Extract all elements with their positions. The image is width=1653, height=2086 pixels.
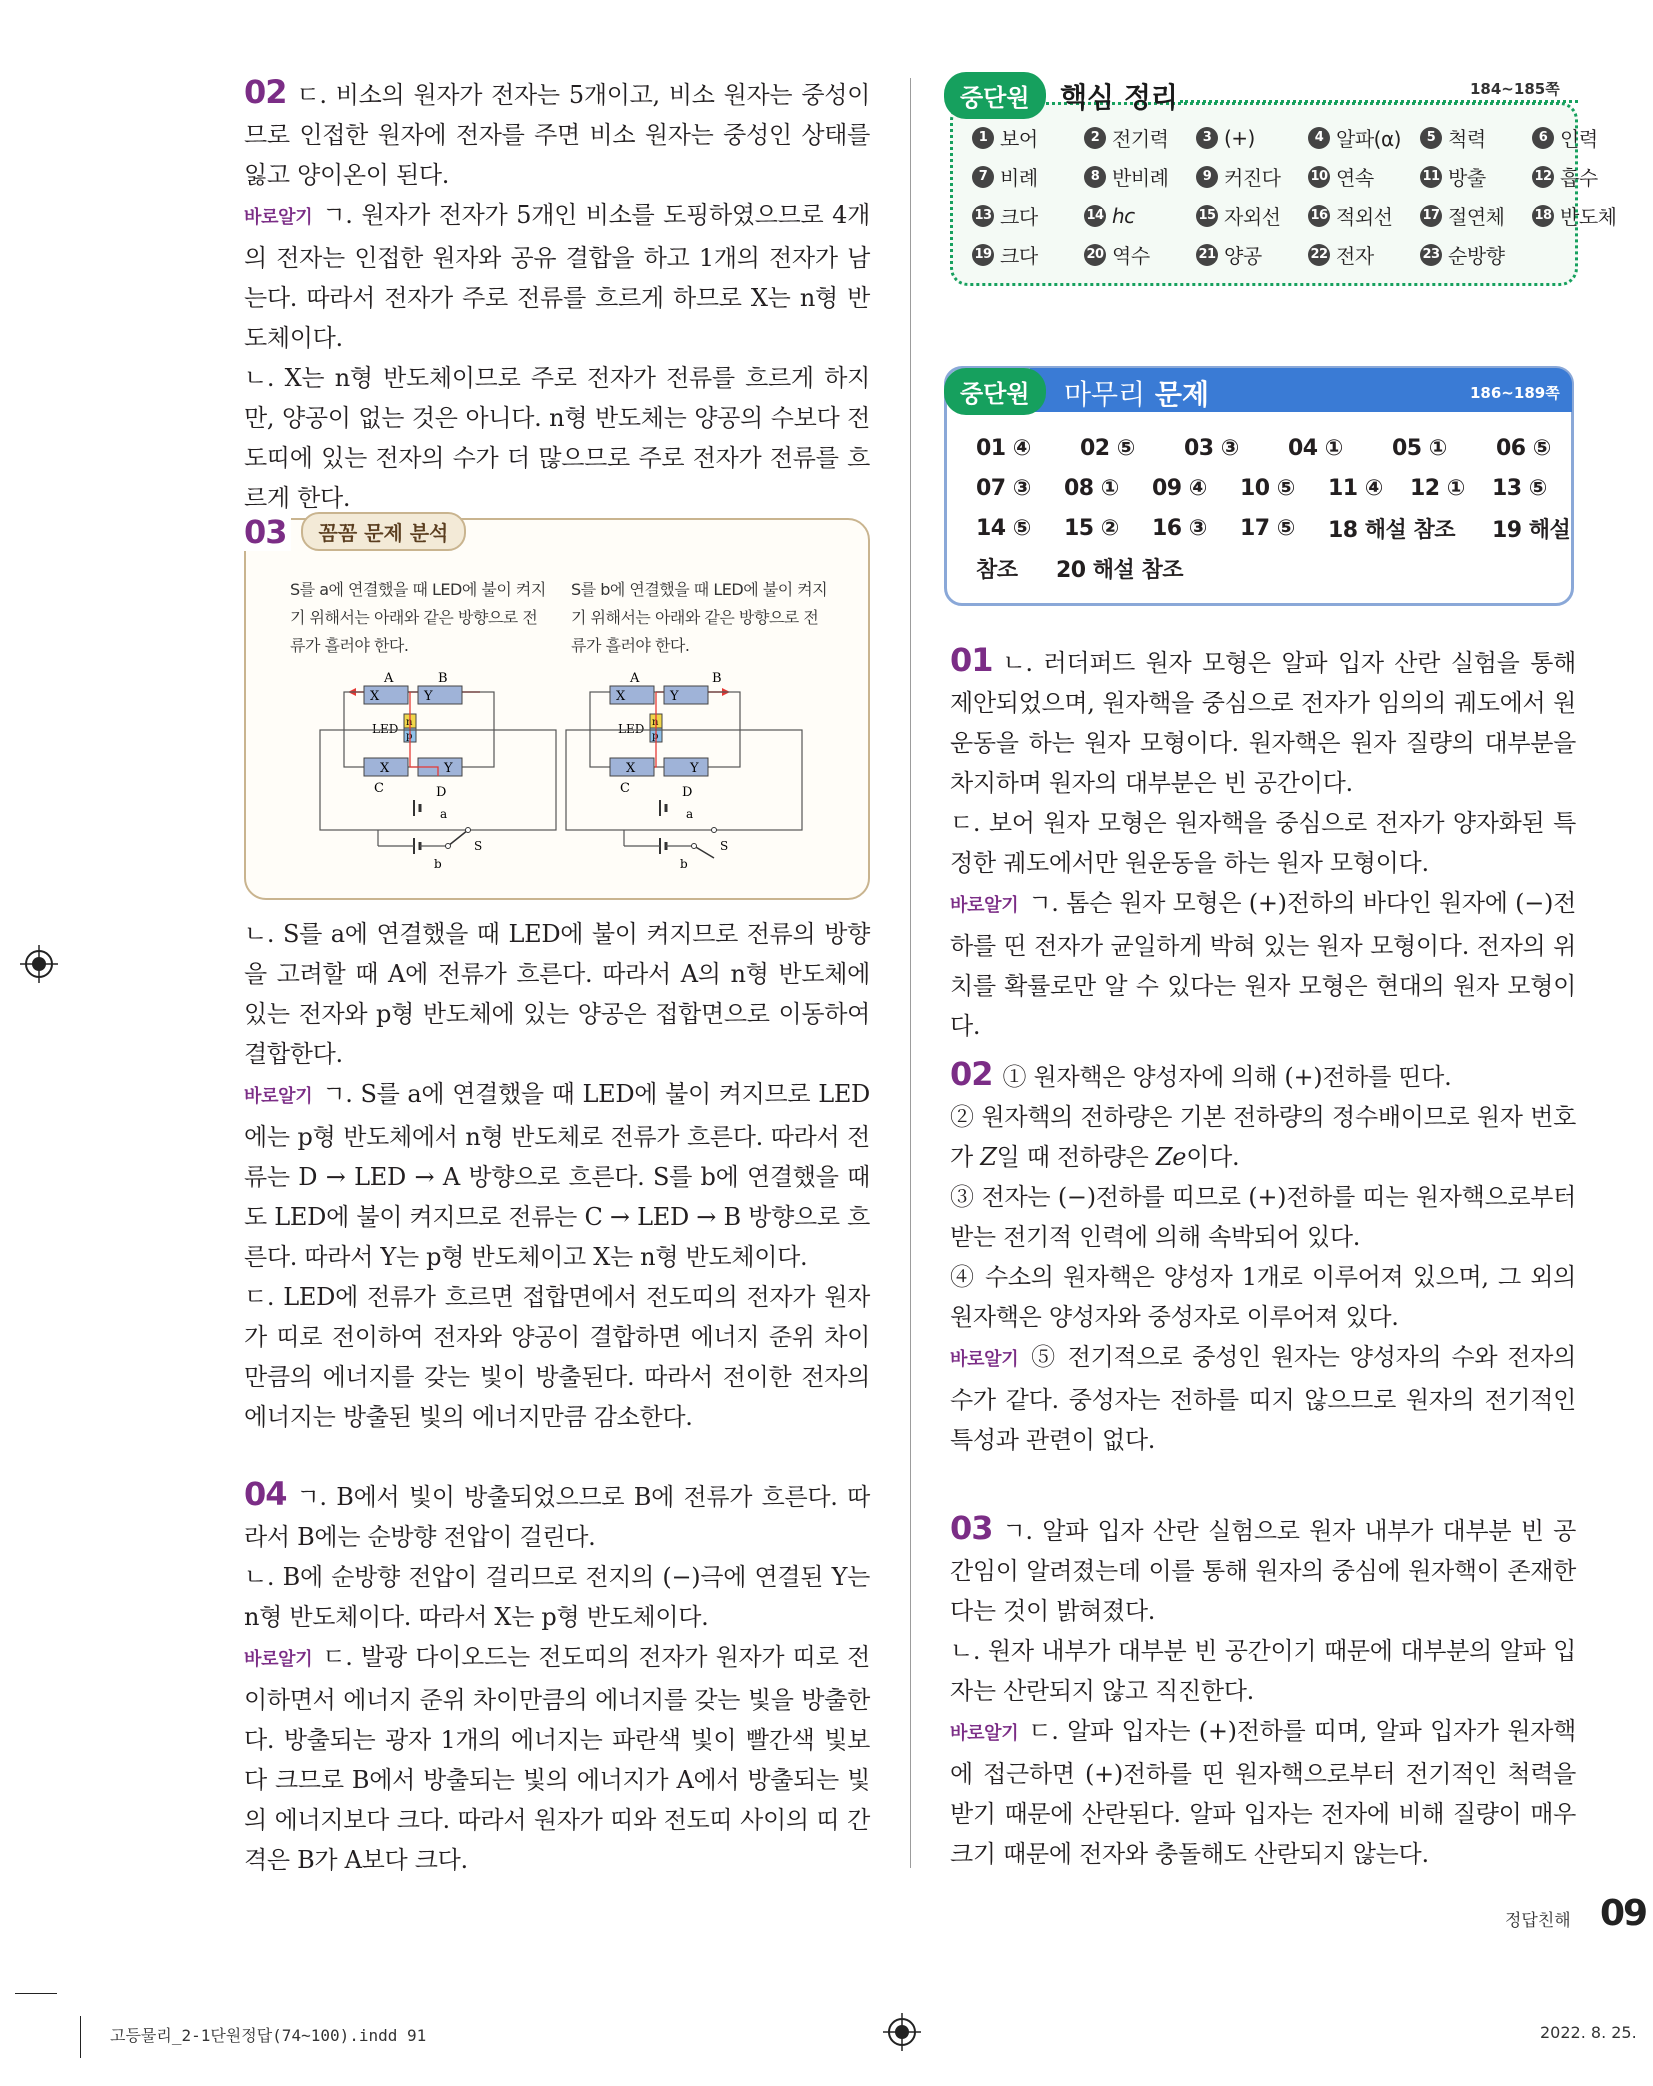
answers-row <box>976 428 1600 468</box>
item-text: hc <box>1112 203 1135 228</box>
svg-text:b: b <box>434 857 442 870</box>
item-text: 자외선 <box>1224 205 1281 229</box>
note-switch-a: S를 a에 연결했을 때 LED에 불이 켜지기 위해서는 아래와 같은 방향으로 전류가 흘러야 한다. <box>290 580 546 655</box>
baro-label: 바로알기 <box>244 1649 313 1670</box>
item-number-badge: 18 <box>1532 205 1554 227</box>
answers-row <box>976 548 1600 588</box>
answers-row <box>976 468 1600 508</box>
summary-pages: 184~185쪽 <box>1470 80 1560 98</box>
summary-item <box>972 240 1084 269</box>
answer-item: 13 ⑤ <box>1492 475 1547 501</box>
item-text: 크다 <box>1000 205 1038 229</box>
baro-label: 바로알기 <box>244 1086 313 1107</box>
summary-item <box>1308 240 1420 269</box>
summary-item <box>1196 126 1308 150</box>
summary-row <box>972 196 1644 235</box>
summary-item <box>972 162 1084 191</box>
baro-label: 바로알기 <box>244 207 313 228</box>
answer-item: 10 ⑤ <box>1240 475 1295 501</box>
svg-text:n: n <box>406 717 413 728</box>
page-label: 정답친해 <box>1505 1911 1571 1931</box>
answers-title: 마무리 문제 <box>1064 378 1210 411</box>
svg-text:C: C <box>374 781 384 796</box>
crop-mark-h <box>15 1993 57 1994</box>
summary-row <box>972 235 1644 274</box>
svg-text:a: a <box>686 807 694 821</box>
summary-item <box>1532 162 1644 191</box>
footer-date: 2022. 8. 25. <box>1540 2023 1637 2042</box>
summary-item <box>1308 201 1420 230</box>
item-number-badge: 9 <box>1196 166 1218 188</box>
answers-pages: 186~189쪽 <box>1470 384 1560 402</box>
item-text: 비례 <box>1000 166 1038 190</box>
circuit-diagram-b <box>564 670 804 870</box>
svg-text:Y: Y <box>670 689 679 704</box>
summary-grid <box>972 118 1644 274</box>
item-number-badge: 17 <box>1420 205 1442 227</box>
answer-item: 20 해설 참조 <box>1056 557 1183 583</box>
question-number: 02 <box>244 73 287 111</box>
item-number-badge: 15 <box>1196 205 1218 227</box>
item-text: 적외선 <box>1336 205 1393 229</box>
item-number-badge: 21 <box>1196 244 1218 266</box>
summary-row <box>972 118 1644 157</box>
page-number: 09 <box>1600 1893 1647 1934</box>
svg-text:p: p <box>652 731 659 742</box>
answer-item: 01 ④ <box>976 435 1031 461</box>
answer-item: 17 ⑤ <box>1240 515 1295 541</box>
answer-01-right: 01 ㄴ. 러더퍼드 원자 모형은 알파 입자 산란 실험을 통해 제안되었으며, 원자핵을 중심으로 전자가 임의의 궤도에서 원운동을 하는 원자 모형이다. 원자핵은 원자 질량의 대부분을 차지하며 원자의 대부분은 빈 공간이다. ㄷ. 보어 원자 모형은 원자핵을 중심으로 전자가 양자화된 특정한 궤도에서만 원운동을 하는 원자 모형이다. 바로알기 ㄱ. 톰슨 원자 모형은 (+)전하의 바다인 원자에 (−)전하를 띤 전자가 균일하게 박혀 있는 원자 모형이다. 전자의 위치를 확률로만 알 수 있다는 원자 모형은 현대의 원자 모형이다. <box>950 641 1576 1040</box>
answer-item: 09 ④ <box>1152 475 1207 501</box>
item-number-badge: 12 <box>1532 166 1554 188</box>
answer-03-left: ㄴ. S를 a에 연결했을 때 LED에 불이 켜지므로 전류의 방향을 고려할 때 A에 전류가 흐른다. 따라서 A의 n형 반도체에 있는 전자와 p형 반도체에 있는 양공은 접합면으로 이동하여 결합한다. 바로알기 ㄱ. S를 a에 연결했을 때 LED에 불이 켜지므로 LED에는 p형 반도체에서 n형 반도체로 전류가 흐른다. 따라서 전류는 D → LED → A 방향으로 흐른다. S를 b에 연결했을 때도 LED에 불이 켜지므로 전류는 C → LED → B 방향으로 흐른다. 따라서 Y는 p형 반도체이고 X는 n형 반도체이다. ㄷ. LED에 전류가 흐르면 접합면에서 전도띠의 전자가 원자가 띠로 전이하여 전자와 양공이 결합하면 에너지 준위 차이만큼의 에너지를 갖는 빛이 방출된다. 따라서 전이한 전자의 에너지는 방출된 빛의 에너지만큼 감소한다. <box>244 920 870 1431</box>
baro-label: 바로알기 <box>950 1723 1019 1744</box>
svg-text:n: n <box>652 717 659 728</box>
svg-text:LED: LED <box>618 722 645 736</box>
item-text: 연속 <box>1336 166 1374 190</box>
column-divider <box>910 78 911 1868</box>
svg-text:C: C <box>620 781 630 796</box>
summary-item <box>1084 204 1196 228</box>
summary-item <box>1196 201 1308 230</box>
item-text: 절연체 <box>1448 205 1505 229</box>
svg-text:D: D <box>682 785 693 800</box>
answer-item: 04 ① <box>1288 435 1343 461</box>
crop-mark-v <box>80 2016 81 2058</box>
summary-item <box>1196 162 1308 191</box>
summary-item <box>1084 123 1196 152</box>
analysis-tag: 꼼꼼 문제 분석 <box>301 512 467 551</box>
item-number-badge: 1 <box>972 127 994 149</box>
answer-02-left: 02 ㄷ. 비소의 원자가 전자는 5개이고, 비소 원자는 중성이므로 인접한 원자에 전자를 주면 비소 원자는 중성인 상태를 잃고 양이온이 된다. 바로알기 ㄱ. 원자가 전자가 5개인 비소를 도핑하였으므로 4개의 전자는 인접한 원자와 공유 결합을 하고 1개의 전자가 남는다. 따라서 전자가 주로 전류를 흐르게 하므로 X는 n형 반도체이다. ㄴ. X는 n형 반도체이므로 주로 전자가 전류를 흐르게 하지만, 양공이 없는 것은 아니다. n형 반도체는 양공의 수보다 전도띠에 있는 전자의 수가 더 많으므로 주로 전자가 전류를 흐르게 한다. <box>244 73 870 512</box>
label-A: A <box>384 671 394 686</box>
svg-text:b: b <box>680 857 688 870</box>
item-text: 보어 <box>1000 127 1038 151</box>
item-number-badge: 4 <box>1308 127 1330 149</box>
answers-grid <box>976 428 1600 588</box>
item-number-badge: 7 <box>972 166 994 188</box>
item-number-badge: 14 <box>1084 205 1106 227</box>
item-number-badge: 8 <box>1084 166 1106 188</box>
answer-item: 14 ⑤ <box>976 515 1031 541</box>
summary-item <box>1196 240 1308 269</box>
answer-item: 11 ④ <box>1328 475 1383 501</box>
registration-mark-left <box>20 945 58 983</box>
item-text: 반도체 <box>1560 205 1617 229</box>
summary-item <box>972 201 1084 230</box>
svg-text:X: X <box>626 761 636 776</box>
answer-item: 15 ② <box>1064 515 1119 541</box>
summary-item <box>1084 162 1196 191</box>
svg-text:p: p <box>406 731 413 742</box>
item-number-badge: 16 <box>1308 205 1330 227</box>
answer-item: 16 ③ <box>1152 515 1207 541</box>
item-number-badge: 3 <box>1196 127 1218 149</box>
item-number-badge: 6 <box>1532 127 1554 149</box>
item-number-badge: 11 <box>1420 166 1442 188</box>
summary-item <box>1420 240 1532 269</box>
item-number-badge: 13 <box>972 205 994 227</box>
item-number-badge: 19 <box>972 244 994 266</box>
summary-row <box>972 157 1644 196</box>
answers-pill: 중단원 <box>944 368 1046 415</box>
analysis-box <box>244 512 870 900</box>
circuit-diagram-a <box>318 670 558 870</box>
summary-item <box>972 123 1084 152</box>
label-Y: Y <box>424 689 433 704</box>
answer-02-right: 02 ① 원자핵은 양성자에 의해 (+)전하를 띤다. ② 원자핵의 전하량은 기본 전하량의 정수배이므로 원자 번호가 Z일 때 전하량은 Ze이다. ③ 전자는 (−)전하를 띠므로 (+)전하를 띠는 원자핵으로부터 받는 전기적 인력에 의해 속박되어 있다. ④ 수소의 원자핵은 양성자 1개로 이루어져 있으며, 그 외의 원자핵은 양성자와 중성자로 이루어져 있다. 바로알기 ⑤ 전기적으로 중성인 원자는 양성자의 수와 전자의 수가 같다. 중성자는 전하를 띠지 않으므로 원자의 전기적인 특성과 관련이 없다. <box>950 1055 1576 1454</box>
baro-label: 바로알기 <box>950 895 1019 916</box>
item-number-badge: 10 <box>1308 166 1330 188</box>
svg-text:Y: Y <box>444 761 453 776</box>
answer-item: 12 ① <box>1410 475 1465 501</box>
svg-text:D: D <box>436 785 447 800</box>
item-text: 전자 <box>1336 244 1374 268</box>
item-number-badge: 23 <box>1420 244 1442 266</box>
item-text: 흡수 <box>1560 166 1598 190</box>
registration-mark-bottom <box>883 2013 921 2051</box>
left-column <box>244 72 870 518</box>
question-number: 02 <box>950 1055 993 1093</box>
item-text: 크다 <box>1000 244 1038 268</box>
answer-item: 19 해설 <box>1492 517 1571 543</box>
answer-item: 03 ③ <box>1184 435 1239 461</box>
summary-item <box>1532 201 1644 230</box>
answer-item: 06 ⑤ <box>1496 435 1551 461</box>
svg-text:S: S <box>720 839 729 853</box>
item-text: 순방향 <box>1448 244 1505 268</box>
svg-text:S: S <box>474 839 483 853</box>
svg-text:Y: Y <box>690 761 699 776</box>
question-number: 01 <box>950 641 993 679</box>
item-number-badge: 5 <box>1420 127 1442 149</box>
summary-item <box>1308 162 1420 191</box>
summary-pill: 중단원 <box>944 72 1046 119</box>
item-text: (+) <box>1224 125 1255 150</box>
summary-title: 핵심 정리 <box>1060 81 1178 114</box>
summary-item <box>1084 240 1196 269</box>
svg-text:X: X <box>616 689 626 704</box>
summary-item <box>1420 123 1532 152</box>
summary-dotted-line <box>1180 100 1578 103</box>
answer-item: 05 ① <box>1392 435 1447 461</box>
item-text: 양공 <box>1224 244 1262 268</box>
svg-text:B: B <box>712 671 722 686</box>
answers-row <box>976 508 1600 548</box>
item-text: 방출 <box>1448 166 1486 190</box>
svg-text:LED: LED <box>372 722 399 736</box>
answer-item: 02 ⑤ <box>1080 435 1135 461</box>
item-number-badge: 20 <box>1084 244 1106 266</box>
baro-label: 바로알기 <box>950 1349 1019 1370</box>
summary-item <box>1308 123 1420 152</box>
svg-text:X: X <box>380 761 390 776</box>
item-text: 인력 <box>1560 127 1598 151</box>
note-switch-b: S를 b에 연결했을 때 LED에 불이 켜지기 위해서는 아래와 같은 방향으로 전류가 흘러야 한다. <box>571 580 828 655</box>
item-number-badge: 22 <box>1308 244 1330 266</box>
analysis-header <box>246 512 466 551</box>
question-number: 03 <box>950 1509 993 1547</box>
item-text: 척력 <box>1448 127 1486 151</box>
answer-item: 참조 <box>976 557 1018 583</box>
label-B: B <box>438 671 448 686</box>
answer-03-right: 03 ㄱ. 알파 입자 산란 실험으로 원자 내부가 대부분 빈 공간임이 알려졌는데 이를 통해 원자의 중심에 원자핵이 존재한다는 것이 밝혀졌다. ㄴ. 원자 내부가 대부분 빈 공간이기 때문에 대부분의 알파 입자는 산란되지 않고 직진한다. 바로알기 ㄷ. 알파 입자는 (+)전하를 띠며, 알파 입자가 원자핵에 접근하면 (+)전하를 띤 원자핵으로부터 전기적인 척력을 받기 때문에 산란된다. 알파 입자는 전자에 비해 질량이 매우 크기 때문에 전자와 충돌해도 산란되지 않는다. <box>950 1509 1576 1868</box>
answer-item: 18 해설 참조 <box>1328 517 1455 543</box>
question-number: 03 <box>244 513 291 551</box>
item-text: 역수 <box>1112 244 1150 268</box>
footer-file: 고등물리_2-1단원정답(74~100).indd 91 <box>110 2026 427 2045</box>
answer-04-left: 04 ㄱ. B에서 빛이 방출되었으므로 B에 전류가 흐른다. 따라서 B에는 순방향 전압이 걸린다. ㄴ. B에 순방향 전압이 걸리므로 전지의 (−)극에 연결된 Y는 n형 반도체이다. 따라서 X는 p형 반도체이다. 바로알기 ㄷ. 발광 다이오드는 전도띠의 전자가 원자가 띠로 전이하면서 에너지 준위 차이만큼의 에너지를 갖는 빛을 방출한다. 방출되는 광자 1개의 에너지는 파란색 빛이 빨간색 빛보다 크므로 B에서 방출되는 빛의 에너지가 A에서 방출되는 빛의 에너지보다 크다. 따라서 원자가 띠와 전도띠 사이의 띠 간격은 B가 A보다 크다. <box>244 1475 870 1874</box>
summary-item <box>1532 123 1644 152</box>
label-X: X <box>370 689 380 704</box>
summary-item <box>1420 162 1532 191</box>
answer-item: 07 ③ <box>976 475 1031 501</box>
item-number-badge: 2 <box>1084 127 1106 149</box>
item-text: 전기력 <box>1112 127 1169 151</box>
answer-item: 08 ① <box>1064 475 1119 501</box>
question-number: 04 <box>244 1475 287 1513</box>
item-text: 커진다 <box>1224 166 1281 190</box>
summary-item <box>1420 201 1532 230</box>
item-text: 알파(α) <box>1336 127 1401 151</box>
svg-text:a: a <box>440 807 448 821</box>
svg-text:A: A <box>630 671 640 686</box>
item-text: 반비례 <box>1112 166 1169 190</box>
